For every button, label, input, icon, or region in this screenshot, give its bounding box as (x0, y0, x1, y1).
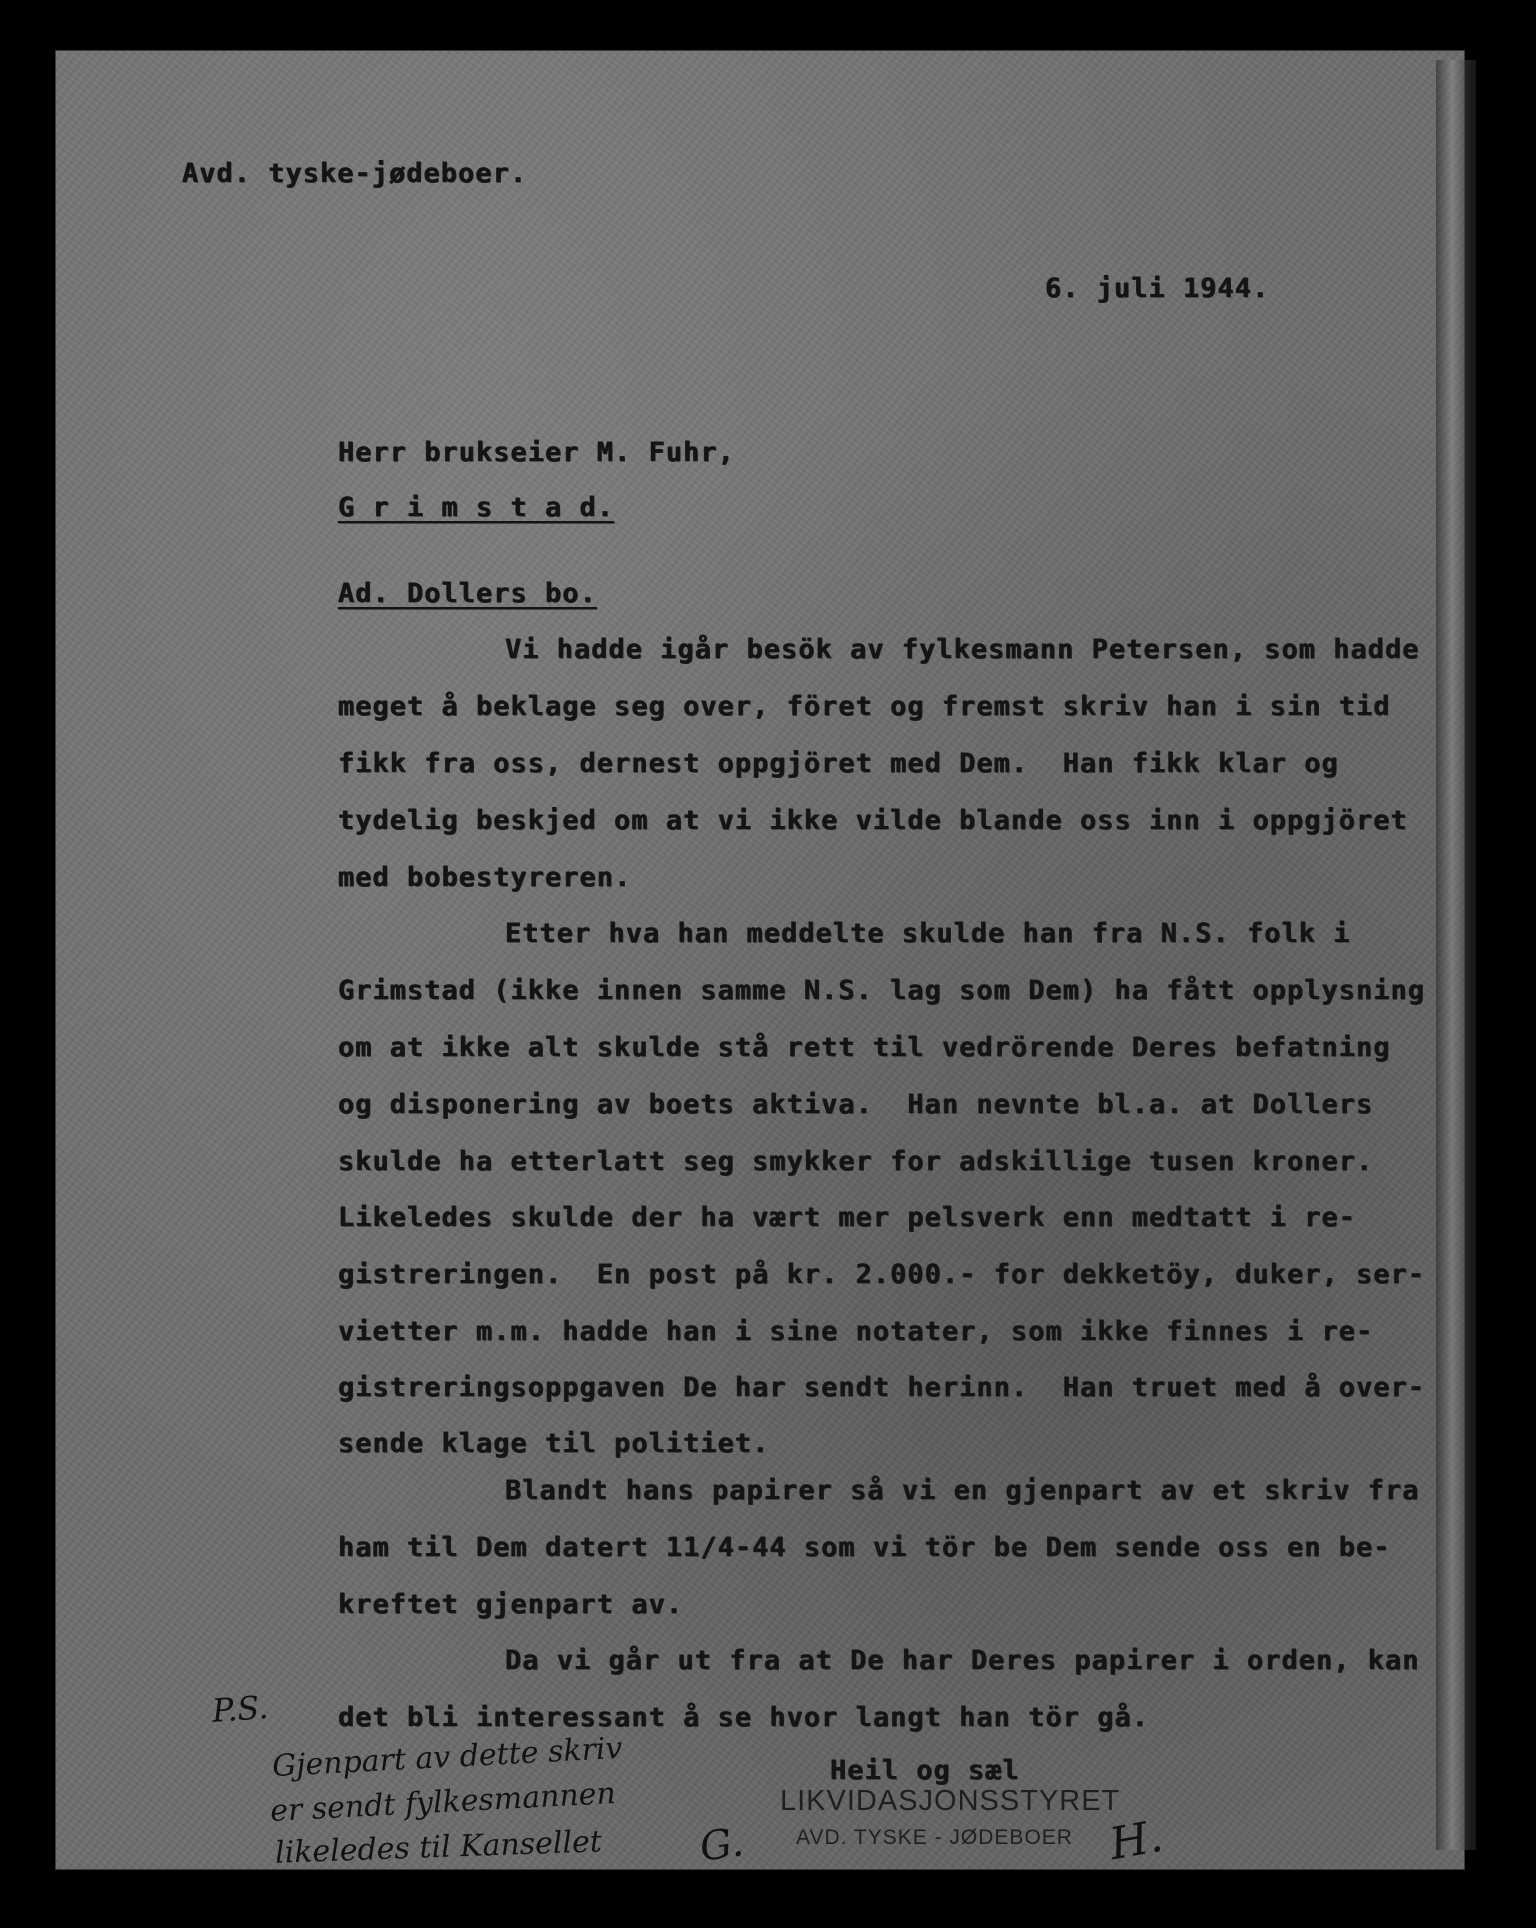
body-line: meget å beklage seg over, föret og fremst skriv han i sin tid (338, 691, 1391, 722)
body-line: og disponering av boets aktiva. Han nevnte bl.a. at Dollers (338, 1089, 1374, 1120)
handwritten-initials: H. (1105, 1810, 1167, 1871)
body-line: vietter m.m. hadde han i sine notater, som ikke finnes i re- (338, 1316, 1374, 1347)
body-line: tydelig beskjed om at vi ikke vilde blande oss inn i oppgjöret (338, 805, 1408, 836)
closing-salutation: Heil og sæl (830, 1755, 1020, 1786)
body-line: ham til Dem datert 11/4-44 som vi tör be Dem sende oss en be- (338, 1532, 1391, 1563)
office-stamp-line-2: AVD. TYSKE - JØDEBOER (796, 1826, 1073, 1849)
body-line: fikk fra oss, dernest oppgjöret med Dem. Han fikk klar og (338, 748, 1339, 779)
body-line: skulde ha etterlatt seg smykker for adskillige tusen kroner. (338, 1146, 1374, 1177)
body-line: om at ikke alt skulde stå rett til vedrörende Deres befatning (338, 1032, 1391, 1063)
letter-date: 6. juli 1944. (1045, 273, 1270, 304)
letter-subject: Ad. Dollers bo. (338, 578, 597, 609)
handwritten-note-line: likeledes til Kansellet (274, 1824, 603, 1871)
body-line: Etter hva han meddelte skulde han fra N.S. folk i (505, 918, 1351, 949)
body-line: Blandt hans papirer så vi en gjenpart av et skriv fra (505, 1475, 1420, 1506)
paper-edge (1436, 60, 1476, 1850)
handwritten-ps: P.S. (210, 1688, 270, 1730)
recipient-place: G r i m s t a d. (338, 492, 615, 523)
letter-page (55, 50, 1465, 1870)
body-line: gistreringsoppgaven De har sendt herinn. Han truet med å over- (338, 1372, 1426, 1403)
department-heading: Avd. tyske-jødeboer. (182, 158, 528, 189)
recipient-name: Herr brukseier M. Fuhr, (338, 437, 735, 468)
body-line: gistreringen. En post på kr. 2.000.- for dekketöy, duker, ser- (338, 1259, 1426, 1290)
body-line: Vi hadde igår besök av fylkesmann Petersen, som hadde (505, 634, 1420, 665)
handwritten-initials: G. (697, 1819, 747, 1871)
body-line: sende klage til politiet. (338, 1428, 770, 1459)
handwritten-note-line: er sendt fylkesmannen (269, 1775, 617, 1830)
body-line: med bobestyreren. (338, 862, 632, 893)
handwritten-note-line: Gjenpart av dette skriv (271, 1730, 624, 1785)
body-line: kreftet gjenpart av. (338, 1589, 684, 1620)
office-stamp-line-1: LIKVIDASJONSSTYRET (780, 1785, 1121, 1817)
body-line: det bli interessant å se hvor langt han tör gå. (338, 1702, 1150, 1733)
body-line: Da vi går ut fra at De har Deres papirer i orden, kan (505, 1645, 1420, 1676)
body-line: Likeledes skulde der ha vært mer pelsverk enn medtatt i re- (338, 1202, 1357, 1233)
body-line: Grimstad (ikke innen samme N.S. lag som Dem) ha fått opplysning (338, 975, 1426, 1006)
